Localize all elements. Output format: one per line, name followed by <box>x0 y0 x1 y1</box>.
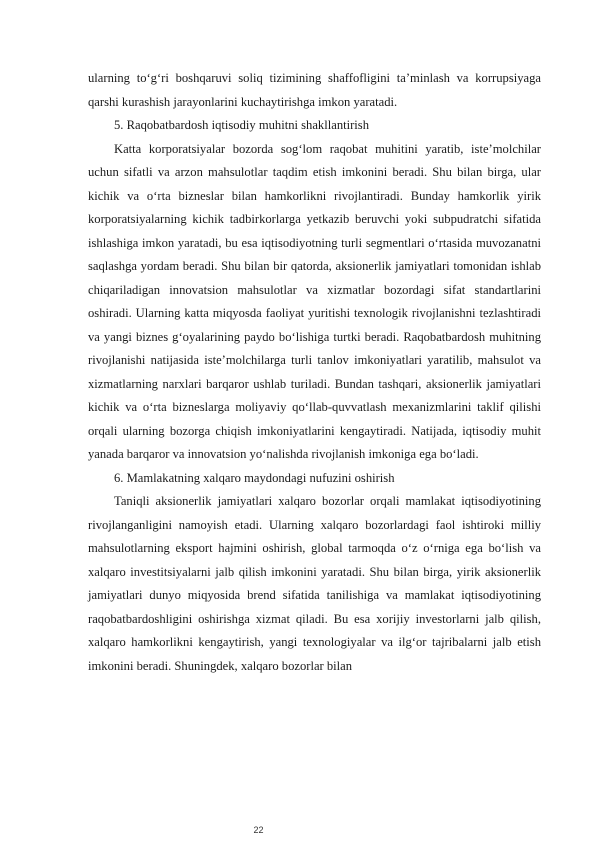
section-heading-6: 6. Mamlakatning xalqaro maydondagi nufuzini oshirish <box>114 470 395 485</box>
paragraph-international-reputation: Taniqli aksionerlik jamiyatlari xalqaro bozorlar orqali mamlakat iqtisodiyotining rivojlanganligini namoyish etadi. Ularning xalqaro bozorlardagi faol ishtiroki milliy mahsulotlarning eksport hajmini oshirish, global tarmoqda o‘z o‘rniga ega bo‘lish va xalqaro investitsiyalarni jalb qilish imkonini yaratadi. Shu bilan birga, yirik aksionerlik jamiyatlari dunyo miqyosida brend sifatida tanilishiga va mamlakat iqtisodiyotining raqobatbardoshligini oshirishga xizmat qiladi. Bu esa xorijiy investorlarni jalb qilish, xalqaro hamkorlikni kengaytirish, yangi texnologiyalar va ilg‘or tajribalarni jalb etish imkonini beradi. Shuningdek, xalqaro bozorlar bilan <box>88 494 541 673</box>
page-number <box>0 825 595 835</box>
document-body <box>88 67 541 678</box>
section-heading-5: 5. Raqobatbardosh iqtisodiy muhitni shakllantirish <box>114 118 370 132</box>
paragraph-continuation: ularning to‘g‘ri boshqaruvi soliq tizimining shaffofligini ta’minlash va korrupsiyaga qarshi kurashish jarayonlarini kuchaytirishga imkon yaratadi. <box>88 71 541 109</box>
paragraph-competitive-environment: Katta korporatsiyalar bozorda sog‘lom raqobat muhitini yaratib, iste’molchilar uchun sifatli va arzon mahsulotlar taqdim etish imkonini beradi. Shu bilan birga, ular kichik va o‘rta bizneslar bilan hamkorlikni rivojlantiradi. Bunday hamkorlik yirik korporatsiyalarning kichik tadbirkorlarga yetkazib beruvchi yoki subpudratchi sifatida ishlashiga imkon yaratadi, bu esa iqtisodiyotning turli segmentlari o‘rtasida muvozanatni saqlashga yordam beradi. Shu bilan bir qatorda, aksionerlik jamiyatlari tomonidan ishlab chiqariladigan innovatsion mahsulotlar va xizmatlar bozordagi sifat standartlarini oshiradi. Ularning katta miqyosda faoliyat yuritishi texnologik rivojlanishni tezlashtiradi va yangi biznes g‘oyalarining paydo bo‘lishiga turtki beradi. Raqobatbardosh muhitning rivojlanishi natijasida iste’molchilarga turli tanlov imkoniyatlari yaratilib, mahsulot va xizmatlarning narxlari barqaror ushlab turiladi. Bundan tashqari, aksionerlik jamiyatlari kichik va o‘rta bizneslarga moliyaviy qo‘llab-quvvatlash mexanizmlarini taklif qilishi orqali ularning bozorga chiqish imkoniyatlarini kengaytiradi. Natijada, iqtisodiy muhit yanada barqaror va innovatsion yo‘nalishda rivojlanish imkoniga ega bo‘ladi. <box>88 141 541 461</box>
page-number-label: 22 <box>253 825 264 835</box>
